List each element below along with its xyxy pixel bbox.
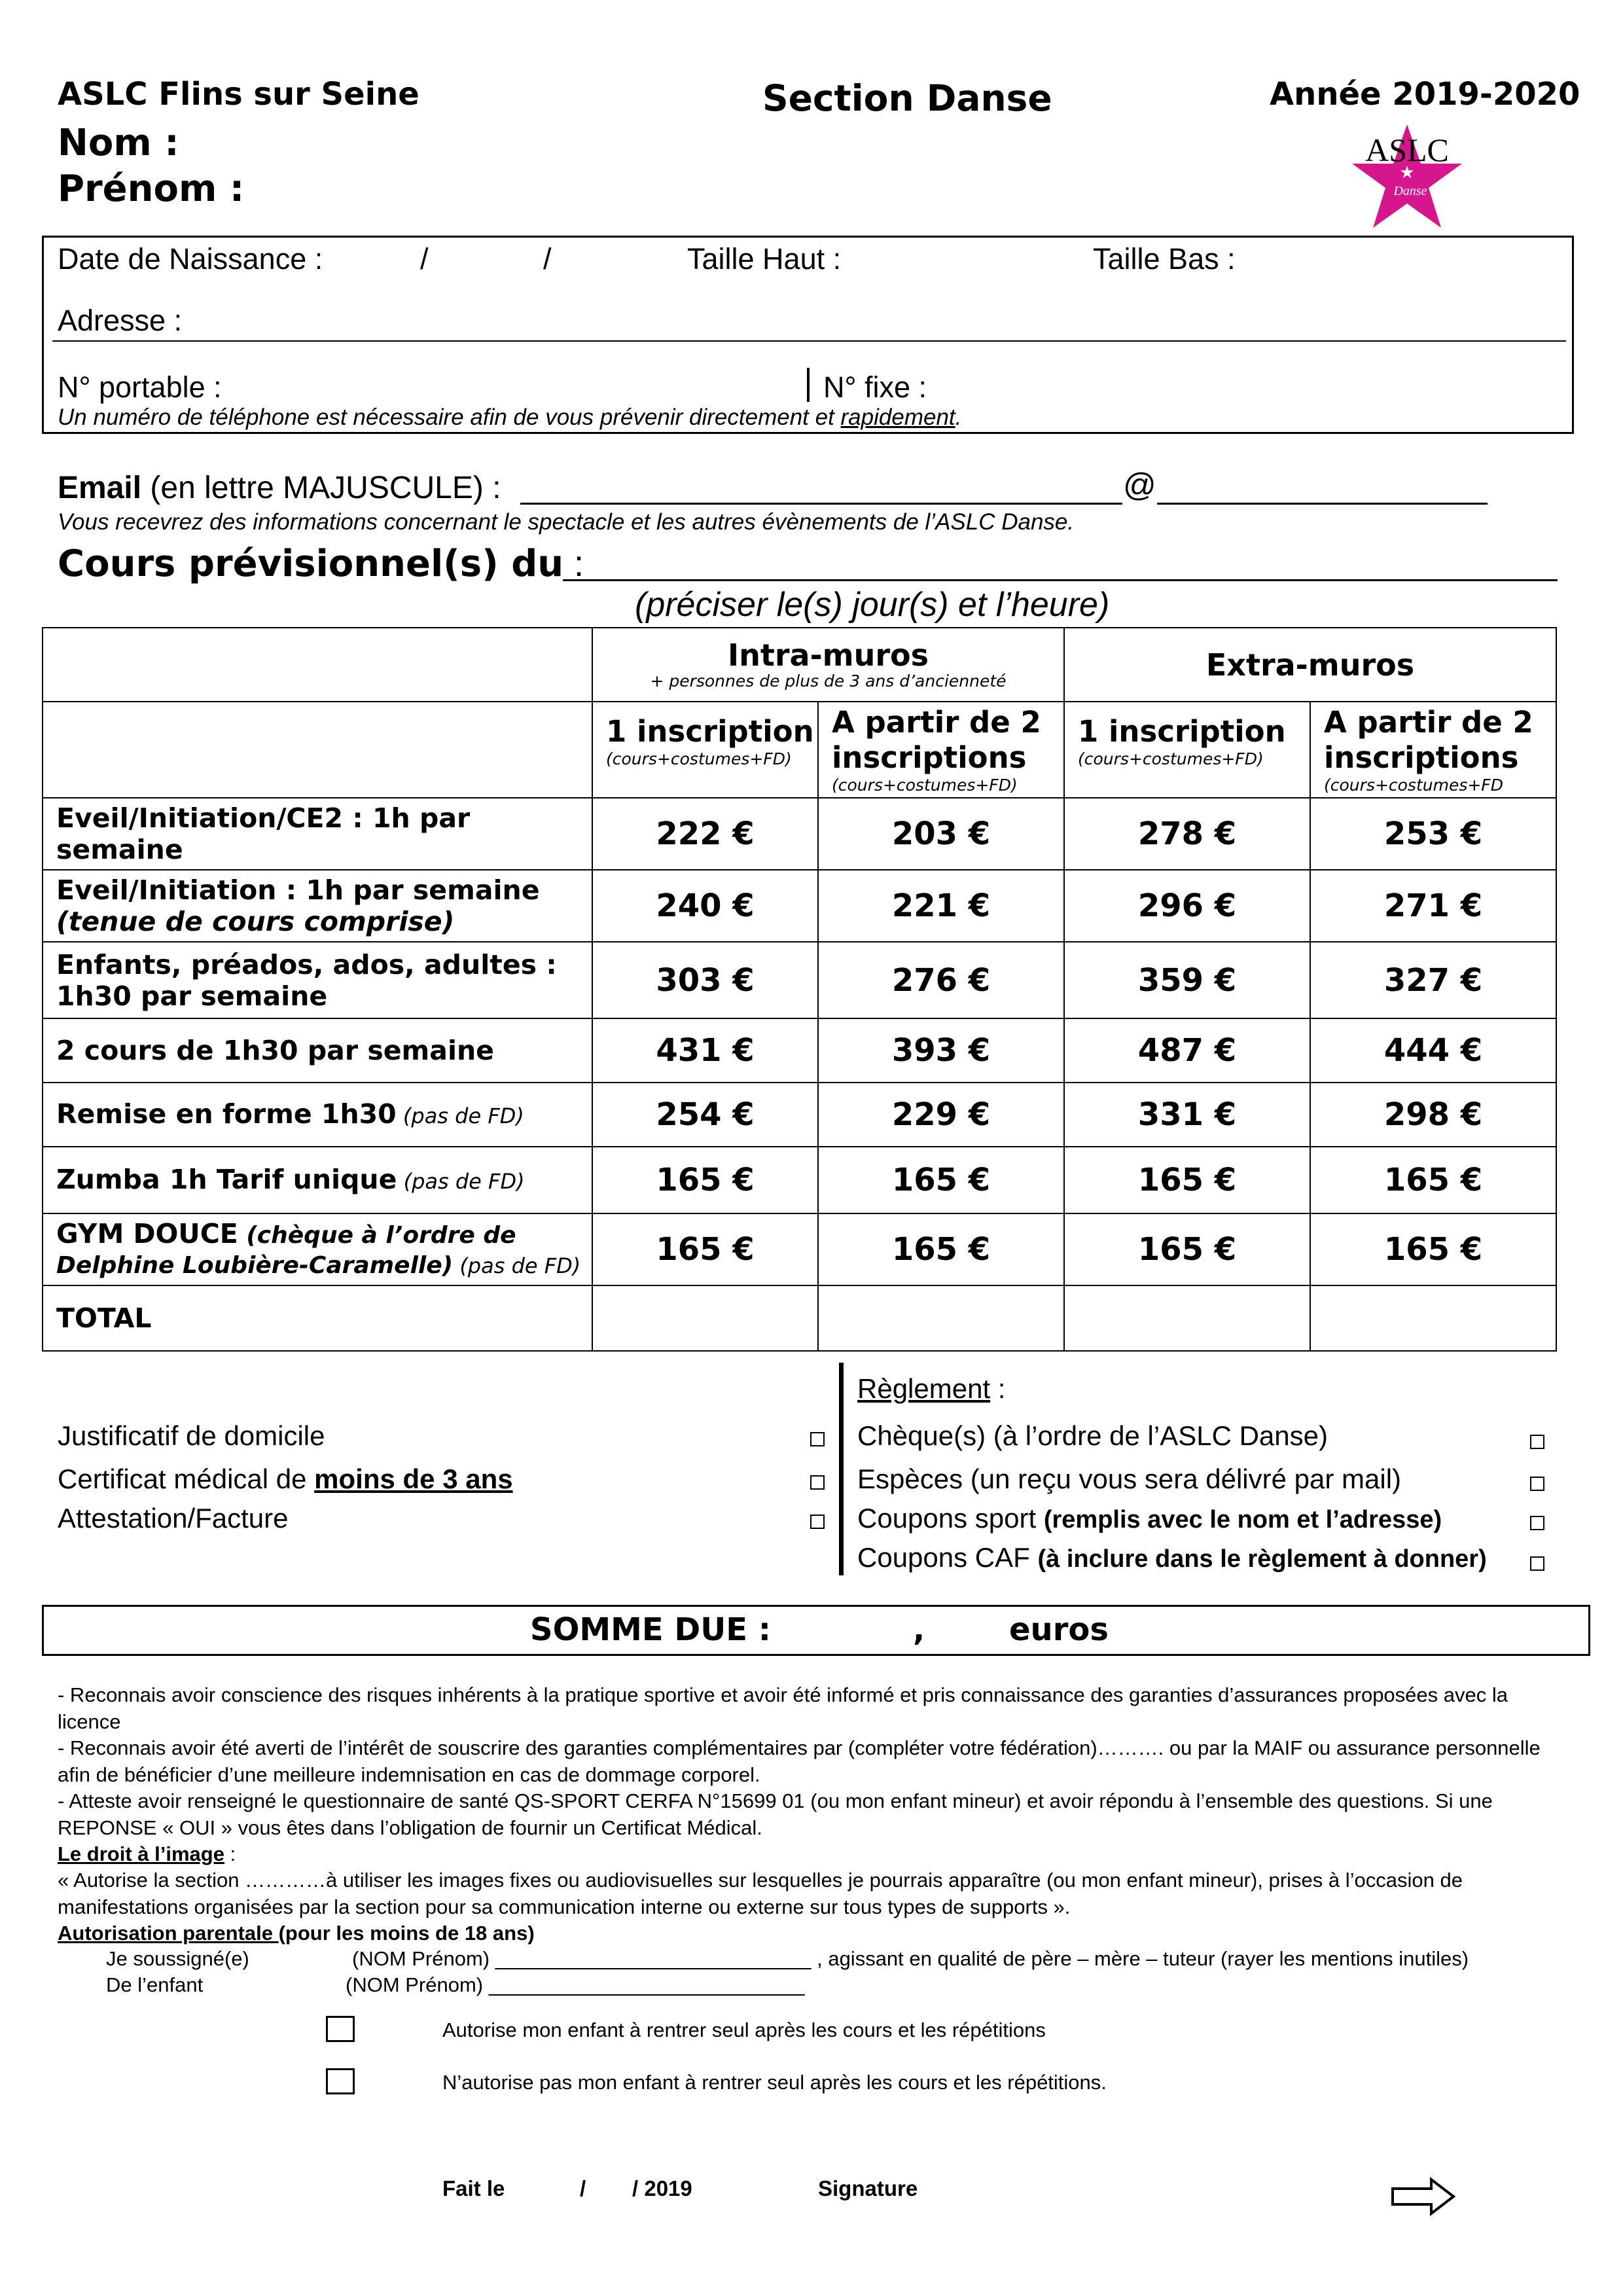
enfant-label: De l’enfant [106, 1973, 204, 1996]
soussigne-label: Je soussigné(e) [106, 1947, 249, 1970]
autorise-checkbox[interactable] [326, 2016, 355, 2042]
table-row [43, 942, 1556, 1018]
justificatif-label: Justificatif de domicile [58, 1420, 325, 1451]
table-corner [43, 628, 592, 702]
price-cell[interactable]: 229 € [818, 1083, 1064, 1147]
email-at: @ [1123, 467, 1156, 503]
image-rights-text: « Autorise la section …………à utiliser les images fixes ou audiovisuelles sur lesquelles je pourrais apparaître (ou mon enfant mineur), prises à l’occasion de manifestations organisées par la section pour sa communication interne ou externe sur tous types de supports ». [58, 1869, 1463, 1918]
dob-slash-1: / [420, 242, 429, 276]
table-row [43, 1213, 1556, 1285]
email-note: Vous recevrez des informations concernant le spectacle et les autres évènements de l’ASLC Danse. [58, 509, 1075, 535]
total-cell[interactable] [592, 1285, 818, 1351]
price-cell[interactable]: 165 € [1310, 1147, 1556, 1213]
year-label: Année 2019-2020 [1270, 76, 1580, 113]
row-label: Enfants, préados, ados, adultes : 1h30 par semaine [43, 942, 592, 1018]
autorise-label: Autorise mon enfant à rentrer seul après les cours et les répétitions [442, 2018, 1046, 2041]
section-title: Section Danse [762, 77, 1052, 119]
email-label: Email (en lettre MAJUSCULE) : [58, 471, 501, 505]
row-label: Eveil/Initiation : 1h par semaine (tenue de cours comprise) [43, 870, 592, 942]
price-cell[interactable]: 298 € [1310, 1083, 1556, 1147]
somme-euros: euros [1009, 1611, 1109, 1648]
reglement-divider [839, 1363, 844, 1575]
parent-name-field[interactable]: (NOM Prénom) ____________________________ , agissant en qualité de père – mère – tuteur (rayer les mentions inutiles) [352, 1947, 1469, 1970]
email-domain-line[interactable] [1157, 503, 1488, 505]
cours-line[interactable] [563, 579, 1558, 581]
dob-label[interactable]: Date de Naissance : [58, 242, 323, 276]
prenom-label: Prénom : [58, 168, 245, 210]
legal-p2: - Reconnais avoir été averti de l’intérêt de souscrire des garanties complémentaires par (compléter votre fédération)………. ou par la MAIF ou assurance personnelle afin de bénéficier d’une meilleure indemnisation en cas de dommage corporel. [58, 1736, 1541, 1786]
attestation-checkbox[interactable] [810, 1515, 825, 1529]
legal-p3: - Atteste avoir renseigné le questionnaire de santé QS-SPORT CERFA N°15699 01 (ou mon enfant mineur) et avoir répondu à l’ensemble des questions. Si une REPONSE « OUI » vous êtes dans l’obligation de fournir un Certificat Médical. [58, 1789, 1493, 1839]
table-row [43, 1147, 1556, 1213]
cheque-checkbox[interactable] [1530, 1435, 1544, 1449]
price-cell[interactable]: 165 € [1064, 1213, 1310, 1285]
attestation-label: Attestation/Facture [58, 1503, 289, 1534]
adresse-label[interactable]: Adresse : [58, 304, 183, 337]
price-cell[interactable]: 487 € [1064, 1018, 1310, 1083]
reglement-title: Règlement : [857, 1373, 1006, 1404]
price-cell[interactable]: 444 € [1310, 1018, 1556, 1083]
price-cell[interactable]: 393 € [818, 1018, 1064, 1083]
signature-label: Signature [818, 2176, 918, 2200]
price-cell[interactable]: 431 € [592, 1018, 818, 1083]
fait-le-label: Fait le [442, 2176, 505, 2200]
price-cell[interactable]: 254 € [592, 1083, 818, 1147]
club-name: ASLC Flins sur Seine [58, 76, 419, 113]
email-user-line[interactable] [520, 503, 1122, 505]
certificat-checkbox[interactable] [810, 1475, 825, 1490]
price-cell[interactable]: 165 € [1064, 1147, 1310, 1213]
price-cell[interactable]: 165 € [818, 1147, 1064, 1213]
coupons-caf-label: Coupons CAF (à inclure dans le règlement à donner) [857, 1542, 1487, 1573]
image-rights-title: Le droit à l’image : [58, 1842, 236, 1865]
date-slash-year: / 2019 [632, 2176, 692, 2200]
nautorise-label: N’autorise pas mon enfant à rentrer seul après les cours et les répétitions. [442, 2071, 1107, 2094]
phone-divider [807, 368, 810, 402]
taille-haut-label[interactable]: Taille Haut : [687, 242, 842, 276]
col-intra-2: A partir de 2 inscriptions (cours+costumes+FD) [818, 702, 1064, 798]
price-cell[interactable]: 165 € [592, 1147, 818, 1213]
total-cell[interactable] [1310, 1285, 1556, 1351]
row-label: Zumba 1h Tarif unique (pas de FD) [43, 1147, 592, 1213]
intra-muros-header: Intra-muros + personnes de plus de 3 ans d’ancienneté [592, 628, 1064, 702]
adresse-line [52, 340, 1566, 342]
coupons-sport-checkbox[interactable] [1530, 1516, 1544, 1530]
somme-due-box [42, 1605, 1590, 1656]
table-row [43, 798, 1556, 870]
total-cell[interactable] [818, 1285, 1064, 1351]
portable-label[interactable]: N° portable : [58, 370, 222, 404]
price-cell[interactable]: 278 € [1064, 798, 1310, 870]
nom-label: Nom : [58, 122, 179, 164]
svg-text:★: ★ [1399, 163, 1415, 183]
cheque-label: Chèque(s) (à l’ordre de l’ASLC Danse) [857, 1420, 1328, 1451]
coupons-sport-label: Coupons sport (remplis avec le nom et l’adresse) [857, 1503, 1442, 1534]
fixe-label[interactable]: N° fixe : [823, 370, 927, 404]
price-cell[interactable]: 359 € [1064, 942, 1310, 1018]
row-label: Remise en forme 1h30 (pas de FD) [43, 1083, 592, 1147]
logo-text: ASLC [1365, 132, 1449, 168]
price-cell[interactable]: 296 € [1064, 870, 1310, 942]
price-cell[interactable]: 303 € [592, 942, 818, 1018]
col-extra-1: 1 inscription (cours+costumes+FD) [1064, 702, 1310, 798]
price-cell[interactable]: 253 € [1310, 798, 1556, 870]
extra-muros-header: Extra-muros [1064, 628, 1556, 702]
price-cell[interactable]: 221 € [818, 870, 1064, 942]
legal-p1: - Reconnais avoir conscience des risques inhérents à la pratique sportive et avoir été informé et pris connaissance des garanties d’assurances proposées avec la licence [58, 1683, 1508, 1733]
somme-comma[interactable]: , [913, 1611, 925, 1648]
phone-note: Un numéro de téléphone est nécessaire afin de vous prévenir directement et rapidement. [58, 404, 962, 430]
price-cell[interactable]: 327 € [1310, 942, 1556, 1018]
price-cell[interactable]: 271 € [1310, 870, 1556, 942]
dob-slash-2: / [543, 242, 552, 276]
somme-due-label: SOMME DUE : [530, 1611, 771, 1648]
row-label: GYM DOUCE (chèque à l’ordre de Delphine Loubière-Caramelle) (pas de FD) [43, 1213, 592, 1285]
table-corner-2 [43, 702, 592, 798]
price-cell[interactable]: 240 € [592, 870, 818, 942]
star-logo-icon [1348, 123, 1466, 234]
logo-sub: Danse [1393, 184, 1427, 198]
nautorise-checkbox[interactable] [326, 2068, 355, 2094]
auth-title: Autorisation parentale (pour les moins de 18 ans) [58, 1922, 535, 1945]
justificatif-checkbox[interactable] [810, 1432, 825, 1446]
col-intra-1: 1 inscription (cours+costumes+FD) [592, 702, 818, 798]
table-row [43, 1083, 1556, 1147]
price-cell[interactable]: 165 € [818, 1213, 1064, 1285]
aslc-logo [1348, 123, 1466, 234]
total-label: TOTAL [43, 1285, 592, 1351]
row-label: Eveil/Initiation/CE2 : 1h par semaine [43, 798, 592, 870]
cours-label: Cours prévisionnel(s) du : [58, 543, 584, 585]
price-table [42, 627, 1557, 1352]
price-cell[interactable]: 165 € [592, 1213, 818, 1285]
price-cell[interactable]: 165 € [1310, 1213, 1556, 1285]
cours-hint: (préciser le(s) jour(s) et l’heure) [635, 586, 1110, 624]
total-cell[interactable] [1064, 1285, 1310, 1351]
price-cell[interactable]: 222 € [592, 798, 818, 870]
total-row [43, 1285, 1556, 1351]
especes-checkbox[interactable] [1530, 1477, 1544, 1491]
arrow-right-icon [1391, 2177, 1456, 2219]
table-row [43, 1018, 1556, 1083]
price-cell[interactable]: 331 € [1064, 1083, 1310, 1147]
date-slash-1: / [580, 2176, 586, 2200]
especes-label: Espèces (un reçu vous sera délivré par mail) [857, 1463, 1402, 1494]
coupons-caf-checkbox[interactable] [1530, 1556, 1544, 1571]
certificat-label: Certificat médical de moins de 3 ans [58, 1463, 513, 1494]
price-cell[interactable]: 276 € [818, 942, 1064, 1018]
table-row [43, 870, 1556, 942]
price-cell[interactable]: 203 € [818, 798, 1064, 870]
child-name-field[interactable]: (NOM Prénom) ____________________________ [346, 1973, 805, 1996]
taille-bas-label[interactable]: Taille Bas : [1093, 242, 1236, 276]
col-extra-2: A partir de 2 inscriptions (cours+costumes+FD [1310, 702, 1556, 798]
row-label: 2 cours de 1h30 par semaine [43, 1018, 592, 1083]
